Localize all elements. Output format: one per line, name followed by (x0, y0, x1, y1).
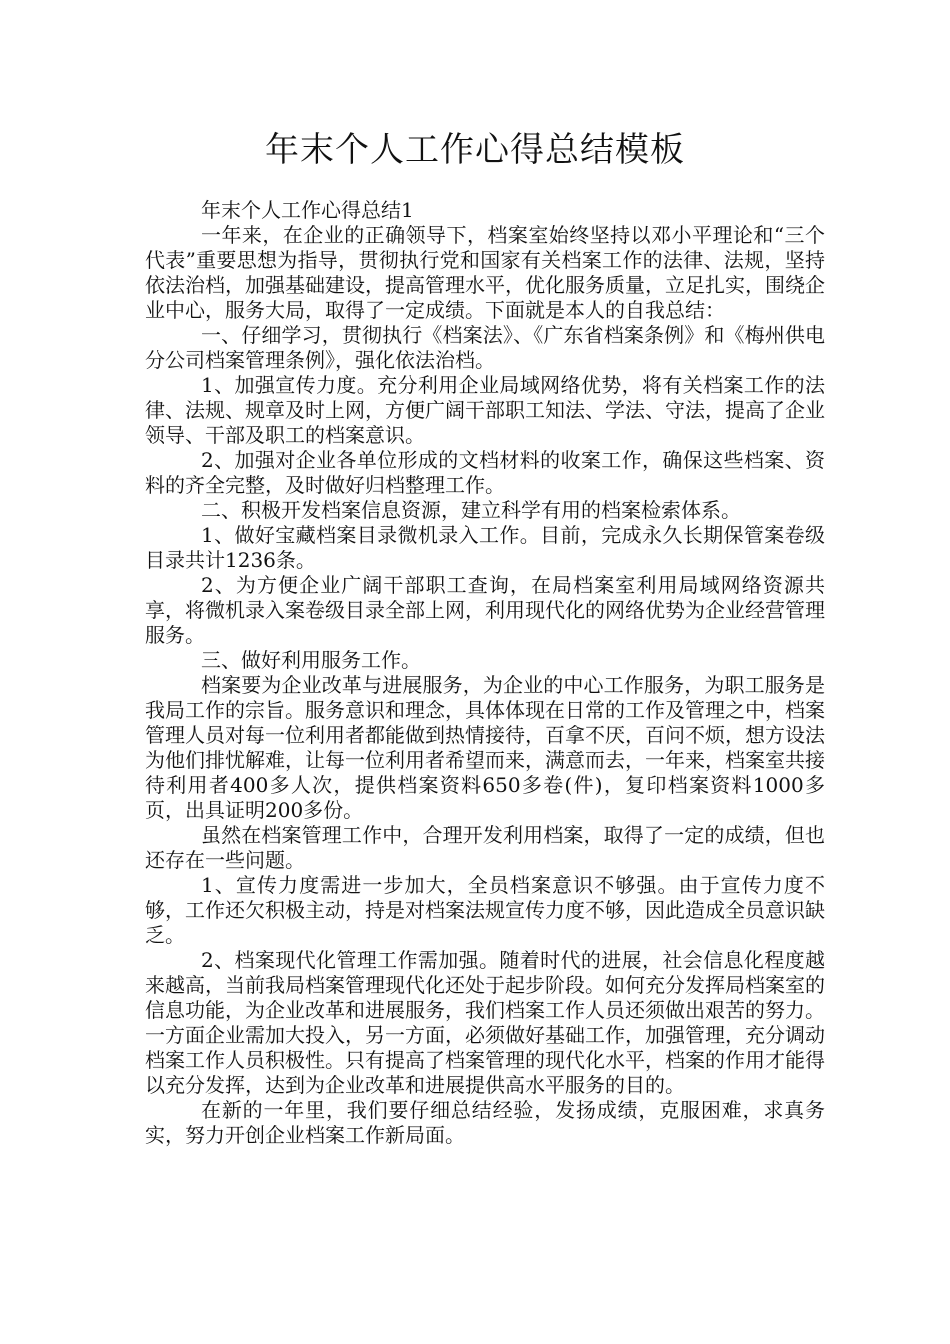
body-paragraph: 1、加强宣传力度。充分利用企业局域网络优势，将有关档案工作的法律、法规、规章及时上网，方便广阔干部职工知法、学法、守法，提高了企业领导、干部及职工的档案意识。 (145, 373, 825, 447)
document-title: 年末个人工作心得总结模板 (265, 130, 685, 170)
body-paragraph: 1、宣传力度需进一步加大，全员档案意识不够强。由于宣传力度不够，工作还欠积极主动，持是对档案法规宣传力度不够，因此造成全员意识缺乏。 (145, 873, 825, 947)
body-paragraph: 一年来，在企业的正确领导下，档案室始终坚持以邓小平理论和“三个代表”重要思想为指导，贯彻执行党和国家有关档案工作的法律、法规，坚持依法治档，加强基础建设，提高管理水平，优化服务质量，立足扎实，围绕企业中心，服务大局，取得了一定成绩。下面就是本人的自我总结： (145, 223, 825, 322)
body-paragraph: 2、档案现代化管理工作需加强。随着时代的进展，社会信息化程度越来越高，当前我局档案管理现代化还处于起步阶段。如何充分发挥局档案室的信息功能，为企业改革和进展服务，我们档案工作人员还须做出艰苦的努力。一方面企业需加大投入，另一方面，必须做好基础工作，加强管理，充分调动档案工作人员积极性。只有提高了档案管理的现代化水平，档案的作用才能得以充分发挥，达到为企业改革和进展提供高水平服务的目的。 (145, 948, 825, 1097)
body-paragraph: 虽然在档案管理工作中，合理开发利用档案，取得了一定的成绩，但也还存在一些问题。 (145, 823, 825, 872)
body-paragraph: 1、做好宝藏档案目录微机录入工作。目前，完成永久长期保管案卷级目录共计1236条。 (145, 523, 825, 572)
section-heading: 年末个人工作心得总结1 (201, 198, 414, 222)
body-paragraph: 2、加强对企业各单位形成的文档材料的收案工作，确保这些档案、资料的齐全完整，及时做好归档整理工作。 (145, 448, 825, 497)
body-paragraph: 档案要为企业改革与进展服务，为企业的中心工作服务，为职工服务是我局工作的宗旨。服务意识和理念，具体体现在日常的工作及管理之中，档案管理人员对每一位利用者都能做到热情接待，百拿不厌，百问不烦，想方设法为他们排忧解难，让每一位利用者希望而来，满意而去，一年来，档案室共接待利用者400多人次，提供档案资料650多卷(件)，复印档案资料1000多页，出具证明200多份。 (145, 673, 825, 822)
body-paragraph: 一、仔细学习，贯彻执行《档案法》、《广东省档案条例》和《梅州供电分公司档案管理条例》，强化依法治档。 (145, 323, 825, 372)
body-paragraph: 三、做好利用服务工作。 (201, 648, 421, 672)
document-body (145, 198, 825, 1148)
body-paragraph: 2、为方便企业广阔干部职工查询，在局档案室利用局域网络资源共享，将微机录入案卷级目录全部上网，利用现代化的网络优势为企业经营管理服务。 (145, 573, 825, 647)
body-paragraph: 在新的一年里，我们要仔细总结经验，发扬成绩，克服困难，求真务实，努力开创企业档案工作新局面。 (145, 1098, 825, 1147)
body-paragraph: 二、积极开发档案信息资源，建立科学有用的档案检索体系。 (201, 498, 741, 522)
